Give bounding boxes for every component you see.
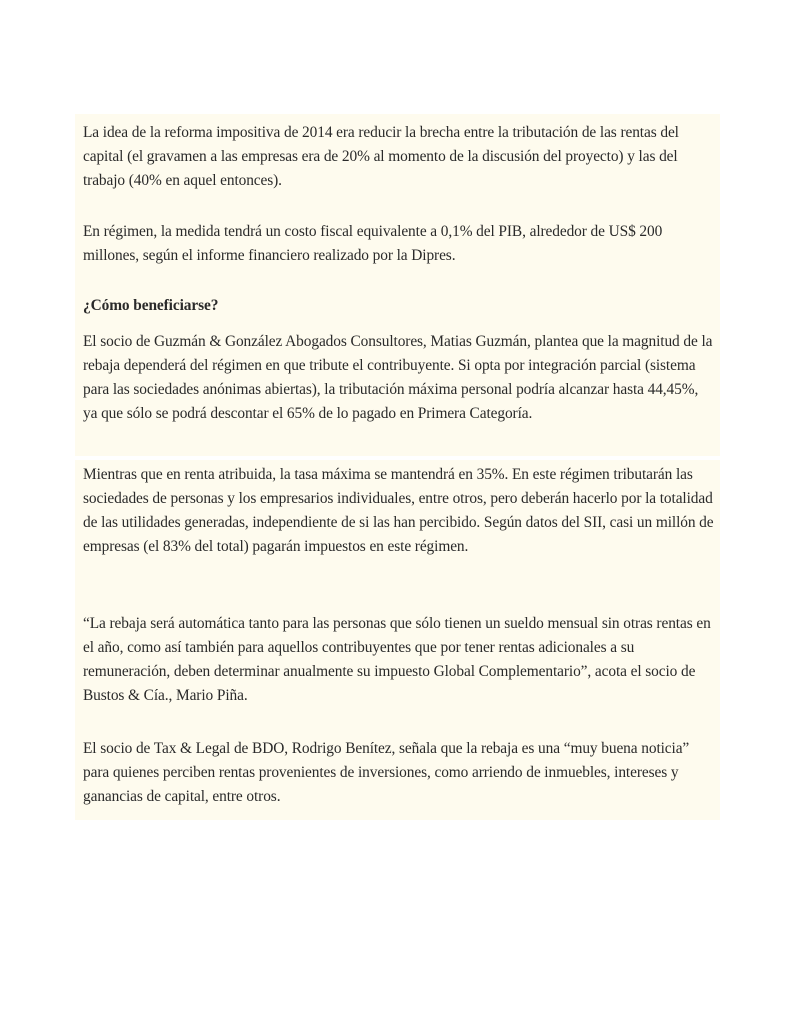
section-heading: ¿Cómo beneficiarse? [83, 297, 219, 314]
paragraph-costo-fiscal: En régimen, la medida tendrá un costo fiscal equivalente a 0,1% del PIB, alrededor de US$ 200 millones, según el informe financiero realizado por la Dipres. [83, 223, 663, 264]
paragraph-reforma: La idea de la reforma impositiva de 2014 era reducir la brecha entre la tributación de las rentas del capital (el gravamen a las empresas era de 20% al momento de la discusión del proyecto) y las del trabajo (40% en aquel entonces). [83, 124, 679, 189]
paragraph-benitez: El socio de Tax & Legal de BDO, Rodrigo Benítez, señala que la rebaja es una “muy buena noticia” para quienes perciben rentas provenientes de inversiones, como arriendo de inmuebles, intereses y ganancias de capital, entre otros. [83, 740, 690, 805]
paragraph-quote-pina: “La rebaja será automática tanto para las personas que sólo tienen un sueldo mensual sin otras rentas en el año, como así también para aquellos contribuyentes que por tener rentas adicionales a su remuneración, deben determinar anualmente su impuesto Global Complementario”, acota el socio de Bustos & Cía., Mario Piña. [83, 615, 711, 704]
paragraph-guzman: El socio de Guzmán & González Abogados Consultores, Matias Guzmán, plantea que la magnitud de la rebaja dependerá del régimen en que tribute el contribuyente. Si opta por integración parcial (sistema para las sociedades anónimas abiertas), la tributación máxima personal podría alcanzar hasta 44,45%, ya que sólo se podrá descontar el 65% de lo pagado en Primera Categoría. [83, 333, 713, 422]
paragraph-renta-atribuida: Mientras que en renta atribuida, la tasa máxima se mantendrá en 35%. En este régimen tributarán las sociedades de personas y los empresarios individuales, entre otros, pero deberán hacerlo por la totalidad de las utilidades generadas, independiente de si las han percibido. Según datos del SII, casi un millón de empresas (el 83% del total) pagarán impuestos en este régimen. [83, 466, 714, 555]
